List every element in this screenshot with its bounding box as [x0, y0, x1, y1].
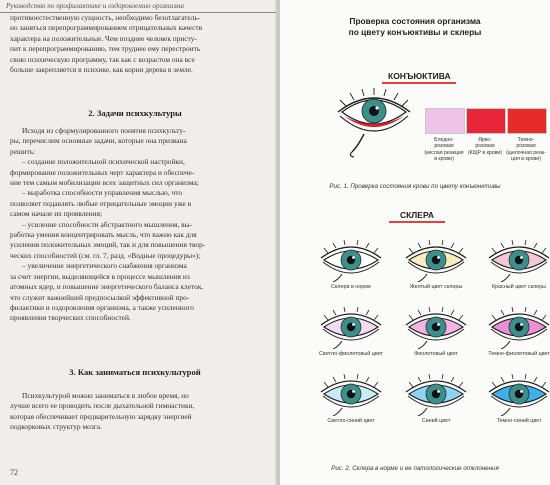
sclera-heading-text: СКЛЕРА — [399, 210, 435, 220]
sclera-heading — [395, 210, 439, 220]
eye-sclera-illustration — [318, 240, 384, 282]
text-line: что служит важнейшей предпосылкой эффективной про- — [10, 292, 190, 302]
sclera-eye-cell — [310, 240, 392, 298]
sclera-eye-cell — [310, 307, 392, 365]
sclera-eye-label: Светло-синий цвет — [327, 418, 375, 424]
text-line: – увеличение энергетического снабжения организма — [22, 261, 187, 271]
text-line: – создание положительной психической настройки, — [22, 157, 185, 167]
eye-sclera-illustration — [318, 307, 384, 349]
swatch-caption-line: (кислая реакция — [424, 149, 464, 156]
text-line: решить: — [10, 146, 36, 156]
sclera-eye-label: Светло-фиолетовый цвет — [319, 351, 383, 357]
conjunctiva-heading-text: КОНЪЮКТИВА — [388, 71, 451, 81]
how-to-paragraph — [10, 391, 262, 433]
sclera-eye-cell — [395, 374, 477, 432]
sclera-eye-cell — [395, 307, 477, 365]
text-line: лучше всего ее проводить после дыхательной гимнастики, — [10, 401, 195, 411]
conjunctiva-swatch — [466, 108, 506, 134]
conjunctiva-heading — [388, 71, 450, 81]
right-page — [280, 0, 550, 485]
text-line: проявления творческих способностей. — [10, 313, 131, 323]
text-line: характера на положительные. Чем позднее человек присту- — [10, 33, 197, 43]
text-line: подкорковых структур мозга. — [10, 422, 102, 432]
section-heading-tasks: 2. Задачи психкультуры — [88, 108, 182, 118]
sclera-eye-cell — [310, 374, 392, 432]
text-line: Исходя из сформулированного понятия психкульту- — [22, 126, 186, 135]
section-heading-how-to: 3. Как заниматься психкультурой — [69, 367, 201, 377]
swatch-caption-line: розовая — [516, 143, 536, 150]
eye-sclera-illustration — [486, 240, 550, 282]
swatch-caption-line: Ярко- — [478, 137, 492, 143]
eye-sclera-illustration — [486, 307, 550, 349]
text-line: самом начале их проявления; — [10, 209, 103, 219]
eye-sclera-illustration — [318, 374, 384, 416]
text-line: формирование положительных черт характера и обеспече- — [10, 167, 195, 177]
sclera-eye-label: Желтый цвет склеры — [409, 284, 463, 290]
text-line: позволяет подавлять любые отрицательные эмоции уже в — [10, 198, 192, 208]
swatch-caption-line: Бледно- — [434, 137, 454, 143]
swatch-caption-line: (КЩР в крови) — [467, 149, 503, 156]
page-number: 72 — [10, 468, 18, 477]
figure-title — [280, 16, 550, 38]
text-line: ние тем самым мобилизации всех защитных сил организма; — [10, 178, 199, 188]
sclera-eye-label: Склера в норме — [331, 284, 371, 290]
sclera-eye-label: Темно-фиолетовый цвет — [488, 351, 550, 357]
sclera-eye-label: Красный цвет склеры — [492, 284, 546, 290]
text-line: которая обеспечивает предварительную зарядку энергией — [10, 411, 192, 421]
eye-sclera-illustration — [403, 240, 469, 282]
eye-sclera-illustration — [403, 374, 469, 416]
text-line: усиления положительных эмоций, так и для повышения твор- — [10, 240, 206, 250]
swatch-caption-line: розовая — [475, 143, 495, 150]
sclera-eye-label: Синий цвет — [421, 418, 451, 424]
swatch-caption-line: Темно- — [517, 137, 535, 143]
eye-conjunctiva-illustration — [334, 86, 414, 160]
sclera-eye-cell — [478, 307, 550, 365]
text-line: атомных ядер, и повышение энергетического баланса клеток, — [10, 282, 204, 292]
text-line: – усиление способности абстрактного мышления, вы- — [22, 219, 193, 229]
text-line: но заняться перепрограммированием отрицательных качеств — [10, 23, 203, 33]
intro-paragraph — [10, 13, 262, 75]
swatch-caption-line: ция в крови) — [511, 156, 541, 163]
swatch-caption — [499, 137, 550, 163]
sclera-eye-cell — [395, 240, 477, 298]
eye-sclera-illustration — [403, 307, 469, 349]
running-head: Руководство по профилактике и оздоровлению организма — [0, 0, 276, 13]
text-line: Психкультурой можно заниматься в любое время, но — [22, 391, 189, 400]
sclera-eye-cell — [478, 240, 550, 298]
text-line: за счет энергии, выделяющейся в процессе мышления из — [10, 271, 190, 281]
text-line: противоестественную сущность, необходимо безотлагатель- — [10, 13, 201, 22]
text-line: пит к перепрограммированию, тем труднее ему перестроить — [10, 44, 201, 54]
text-line: работка умения концентрировать мысль, что важно как для — [10, 230, 197, 240]
swatch-caption-line: (щелочная реак- — [506, 149, 546, 156]
conjunctiva-swatch — [425, 108, 465, 134]
text-line: больше закрепляется в психике, как корни дерева в земле. — [10, 65, 193, 75]
figure2-caption: Рис. 2. Склера в норме и ее патологические отклонения — [331, 465, 499, 472]
eye-sclera-illustration — [486, 374, 550, 416]
text-line: ческих способностей (см. гл. 7, разд. «Водные процедуры»); — [10, 250, 201, 260]
tasks-paragraphs — [10, 126, 262, 324]
sclera-eye-label: Темно-синий цвет — [496, 418, 542, 424]
text-line: – выработка способности управления мыслью, что — [22, 188, 183, 198]
figure-title-line: по цвету конъюктивы и склеры — [348, 27, 482, 37]
text-line: ры, перечислим основные задачи, которые она призвана — [10, 136, 187, 146]
conjunctiva-swatch — [507, 108, 547, 134]
sclera-heading-underline — [389, 221, 445, 223]
text-line: филактики и оздоровления организма, а также усиленного — [10, 302, 194, 312]
conjunctiva-heading-underline — [382, 82, 456, 84]
swatch-caption-line: розовая — [434, 143, 454, 150]
text-line: свою психическую программу, так как с возрастом она все — [10, 54, 195, 64]
sclera-eye-cell — [478, 374, 550, 432]
figure1-caption: Рис. 1. Проверка состояния крови по цвету конъюнктивы — [329, 183, 501, 190]
figure-title-line: Проверка состояния организма — [349, 16, 481, 26]
swatch-caption-line: в крови) — [434, 156, 454, 163]
sclera-eye-label: Фиолетовый цвет — [414, 351, 458, 357]
